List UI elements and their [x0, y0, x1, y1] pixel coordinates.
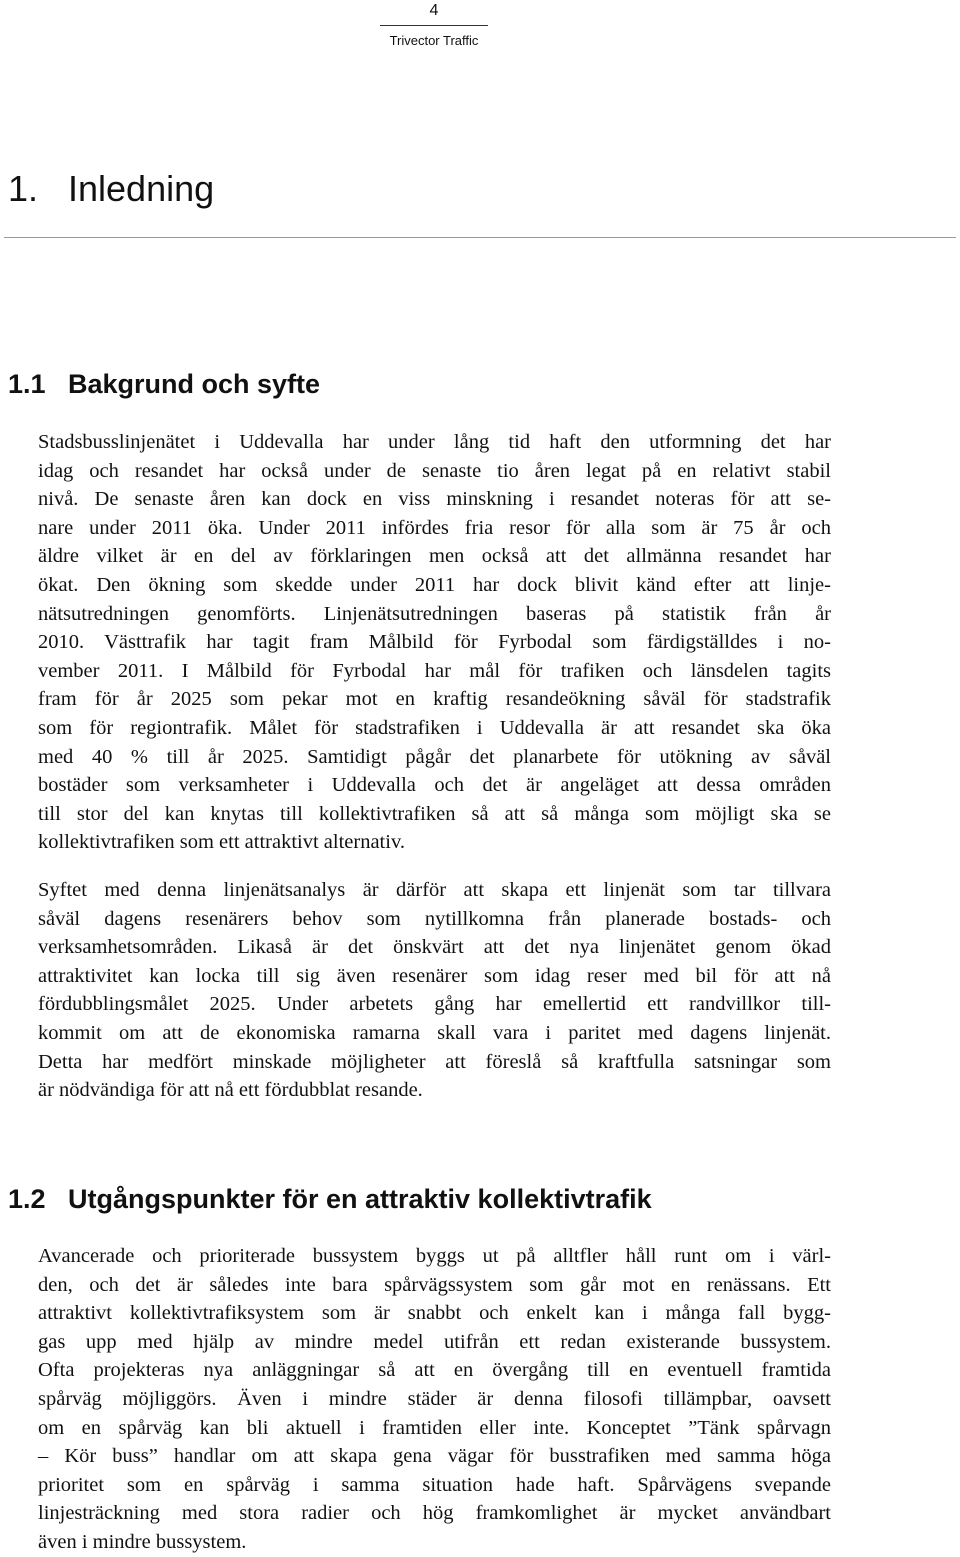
text-line: den, och det är således inte bara spårvägssystem som går mot en renässans. Ett [38, 1273, 831, 1296]
text-line: verksamhetsområden. Likaså är det önskvärt att det nya linjenätet genom ökad [38, 936, 831, 959]
chapter-number: 1. [8, 168, 39, 209]
chapter-title: Inledning [68, 168, 215, 209]
text-line: attraktivitet kan locka till sig även resenärer som idag reser med bil för att nå [38, 964, 831, 987]
text-line: kollektivtrafiken som ett attraktivt alternativ. [38, 831, 405, 854]
text-line: Stadsbusslinjenätet i Uddevalla har under lång tid haft den utformning det har [38, 431, 831, 453]
page-number: 4 [380, 0, 488, 26]
text-line: attraktivt kollektivtrafiksystem som är snabbt och enkelt kan i många fall bygg- [38, 1302, 831, 1325]
text-line: med 40 % till år 2025. Samtidigt pågår det planarbete för utökning av såväl [38, 745, 831, 768]
text-line: bostäder som verksamheter i Uddevalla och det är angeläget att dessa områden [38, 774, 831, 797]
text-line: linjesträckning med stora radier och hög framkomlighet är mycket användbart [38, 1502, 831, 1525]
text-line: är nödvändiga för att nå ett fördubblat resande. [38, 1079, 423, 1102]
section-heading-1-1 [8, 367, 320, 401]
text-line: vember 2011. I Målbild för Fyrbodal har mål för trafiken och länsdelen tagits [38, 659, 831, 682]
text-line: prioritet som en spårväg i samma situation hade haft. Spårvägens svepande [38, 1473, 831, 1496]
text-line: som för regiontrafik. Målet för stadstrafiken i Uddevalla är att resandet ska öka [38, 716, 831, 739]
text-line: Avancerade och prioriterade bussystem byggs ut på alltfler håll runt om i värl- [38, 1245, 831, 1267]
text-line: Syftet med denna linjenätsanalys är därför att skapa ett linjenät som tar tillvara [38, 879, 831, 901]
text-line: även i mindre bussystem. [38, 1530, 247, 1553]
section-number-1-1: 1.1 [8, 369, 46, 399]
text-line: ökat. Den ökning som skedde under 2011 har dock blivit känd efter att linje- [38, 573, 831, 596]
section-heading-1-2 [8, 1182, 652, 1216]
text-line: kommit om att de ekonomiska ramarna skall vara i paritet med dagens linjenät. [38, 1021, 831, 1044]
section-title-1-1: Bakgrund och syfte [68, 369, 321, 399]
section-title-1-2: Utgångspunkter för en attraktiv kollektivtrafik [68, 1184, 652, 1214]
chapter-heading [8, 167, 214, 211]
text-line: fördubblingsmålet 2025. Under arbetets gång har emellertid ett randvillkor till- [38, 993, 831, 1016]
section-number-1-2: 1.2 [8, 1184, 46, 1214]
text-line: spårväg möjliggörs. Även i mindre städer är denna filosofi tillämpbar, oavsett [38, 1387, 831, 1410]
text-line: Ofta projekteras nya anläggningar så att en övergång till en eventuell framtida [38, 1359, 831, 1382]
text-line: till stor del kan knytas till kollektivtrafiken så att så många som möjligt ska se [38, 802, 831, 825]
text-line: fram för år 2025 som pekar mot en kraftig resandeökning såväl för stadstrafik [38, 688, 831, 711]
text-line: 2010. Västtrafik har tagit fram Målbild för Fyrbodal som färdigställdes i no- [38, 631, 831, 654]
text-line: idag och resandet har också under de senaste tio åren legat på en relativt stabil [38, 459, 831, 482]
text-line: såväl dagens resenärers behov som nytillkomna från planerade bostads- och [38, 907, 831, 930]
text-line: nare under 2011 öka. Under 2011 infördes fria resor för alla som är 75 år och [38, 516, 831, 539]
paragraph-starting-points [38, 1242, 831, 1557]
text-line: om en spårväg kan bli aktuell i framtiden eller inte. Konceptet ”Tänk spårvagn [38, 1416, 831, 1439]
company-name: Trivector Traffic [389, 33, 479, 48]
text-line: Detta har medfört minskade möjligheter att föreslå så kraftfulla satsningar som [38, 1050, 831, 1073]
text-line: – Kör buss” handlar om att skapa gena vägar för busstrafiken med samma höga [38, 1445, 831, 1468]
text-line: äldre vilket är en del av förklaringen men också att det allmänna resandet har [38, 545, 831, 568]
chapter-divider [4, 237, 956, 238]
page-header [380, 0, 488, 49]
paragraph-background [38, 428, 831, 857]
paragraph-purpose [38, 876, 831, 1105]
text-line: nätsutredningen genomförts. Linjenätsutredningen baseras på statistik från år [38, 602, 831, 625]
text-line: nivå. De senaste åren kan dock en viss minskning i resandet noteras för att se- [38, 488, 831, 511]
text-line: gas upp med hjälp av mindre medel utifrån ett redan existerande bussystem. [38, 1330, 831, 1353]
